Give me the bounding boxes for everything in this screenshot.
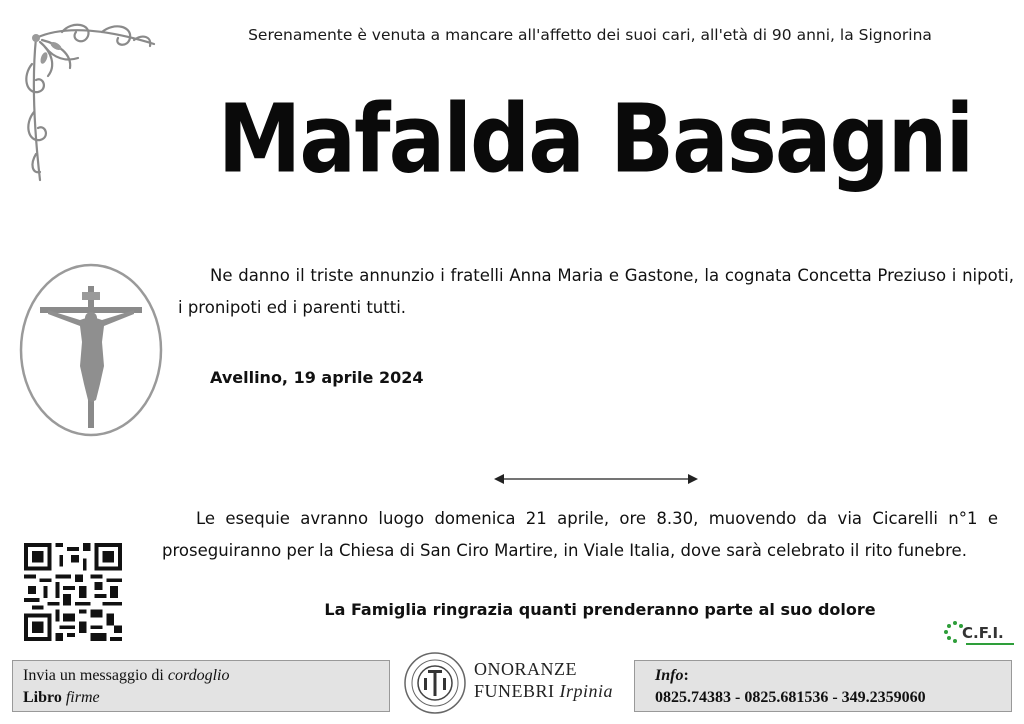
guestbook-prefix: Libro: [23, 689, 66, 706]
funeral-home-emblem-icon: [402, 650, 468, 716]
info-label-line: [655, 665, 991, 687]
funeral-home-name: [474, 658, 613, 702]
thanks-text: La Famiglia ringrazia quanti prenderanno parte al suo dolore: [324, 600, 876, 619]
qr-code-icon[interactable]: [24, 543, 122, 641]
phone-numbers[interactable]: 0825.74383 - 0825.681536 - 349.2359060: [655, 689, 926, 706]
funeral-text: Le esequie avranno luogo domenica 21 aprile, ore 8.30, muovendo da via Cicarelli n°1 e proseguiranno per la Chiesa di San Ciro Martire, in Viale Italia, dove sarà celebrato il rito funebre.: [162, 509, 998, 560]
floral-corner-ornament-icon: [22, 18, 162, 188]
announcement-text: Ne danno il triste annunzio i fratelli Anna Maria e Gastone, la cognata Concetta Preziuso i nipoti, i pronipoti ed i parenti tutti.: [178, 266, 1014, 317]
place-date: Avellino, 19 aprile 2024: [210, 368, 424, 387]
info-label: Info: [655, 667, 684, 684]
brand-line-2: [474, 680, 613, 702]
condolence-line[interactable]: [23, 665, 379, 687]
condolence-em: cordoglio: [167, 667, 230, 684]
brand-line-2-em: Irpinia: [559, 681, 614, 701]
guestbook-line[interactable]: [23, 687, 379, 709]
brand-line-2-prefix: FUNEBRI: [474, 681, 560, 701]
double-arrow-divider-icon: [494, 472, 698, 486]
condolence-prefix: Invia un messaggio di: [23, 667, 168, 684]
condolence-box[interactable]: [12, 660, 390, 712]
brand-line-1: ONORANZE: [474, 659, 577, 679]
info-box: [634, 660, 1012, 712]
info-separator: :: [683, 667, 689, 684]
cfi-logo-icon: [940, 618, 1018, 652]
intro-text: Serenamente è venuta a mancare all'affetto dei suoi cari, all'età di 90 anni, la Signorina: [248, 26, 932, 44]
crucifix-oval-icon: [18, 262, 164, 438]
cfi-logo-text: C.F.I.: [962, 624, 1004, 642]
guestbook-em: firme: [65, 689, 100, 706]
deceased-name: Mafalda Basagni: [217, 84, 973, 194]
